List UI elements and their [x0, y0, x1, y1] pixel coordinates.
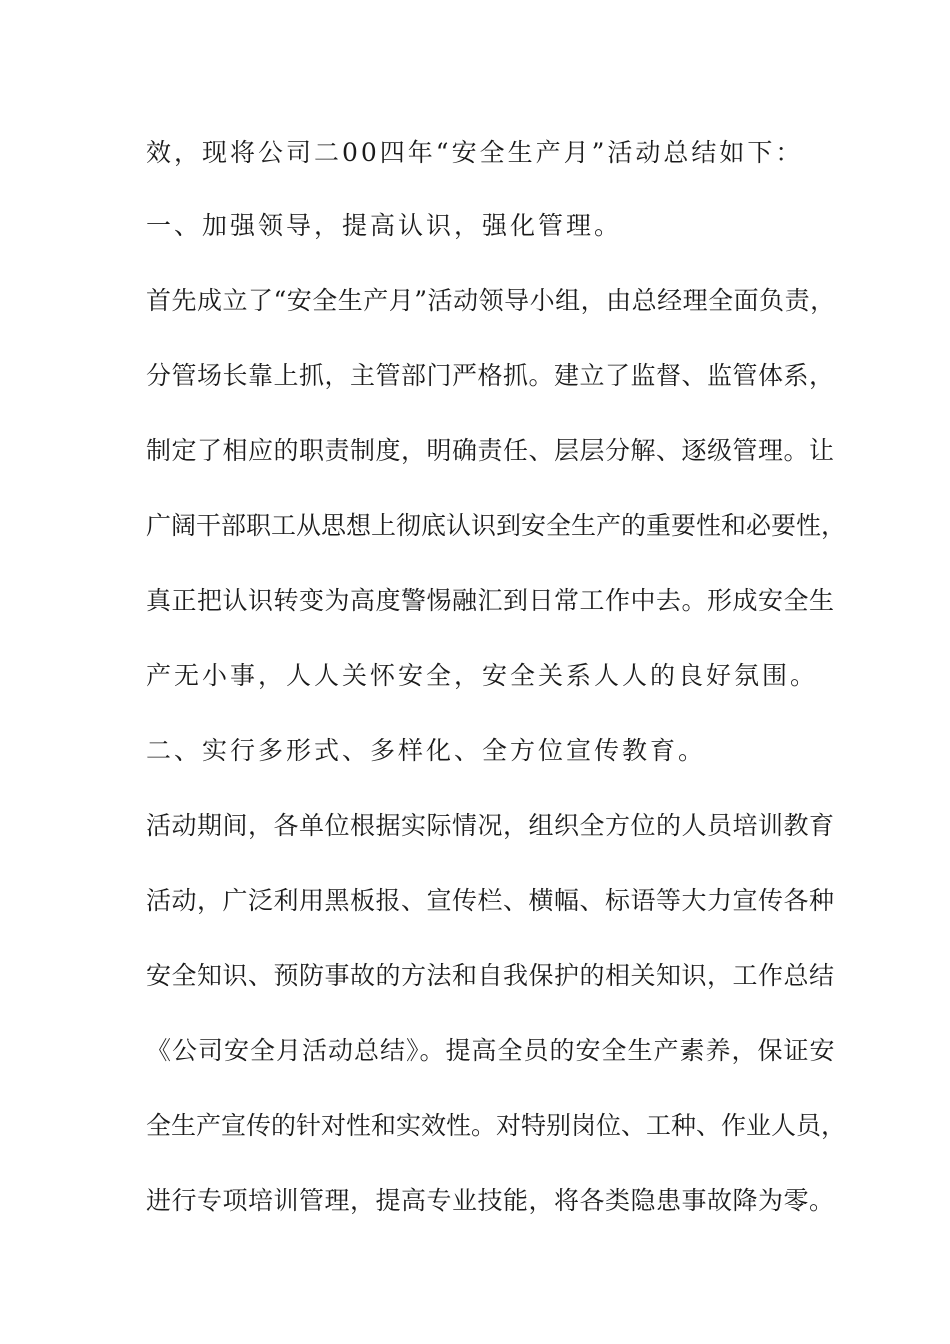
- text-line-10: 活动期间，各单位根据实际情况，组织全方位的人员培训教育: [146, 811, 835, 840]
- text-line-15: 进行专项培训管理，提高专业技能，将各类隐患事故降为零。: [146, 1186, 835, 1215]
- text-line-7: 真正把认识转变为高度警惕融汇到日常工作中去。形成安全生: [146, 586, 835, 615]
- text-line-13: 《公司安全月活动总结》。提高全员的安全生产素养，保证安: [146, 1036, 836, 1065]
- text-line-12: 安全知识、预防事故的方法和自我保护的相关知识，工作总结: [146, 961, 835, 990]
- section-heading-1: 一、加强领导，提高认识，强化管理。: [146, 211, 623, 240]
- text-line-14: 全生产宣传的针对性和实效性。对特别岗位、工种、作业人员，: [146, 1111, 847, 1140]
- text-line-4: 分管场长靠上抓，主管部门严格抓。建立了监督、监管体系，: [146, 361, 835, 390]
- text-line-6: 广阔干部职工从思想上彻底认识到安全生产的重要性和必要性，: [146, 511, 847, 540]
- text-line-1: 效，现将公司二00四年“安全生产月”活动总结如下：: [146, 138, 804, 167]
- text-line-11: 活动，广泛利用黑板报、宣传栏、横幅、标语等大力宣传各种: [146, 886, 835, 915]
- text-line-8: 产无小事，人人关怀安全，安全关系人人的良好氛围。: [146, 661, 819, 690]
- text-line-3: 首先成立了“安全生产月”活动领导小组，由总经理全面负责，: [146, 286, 836, 315]
- text-line-5: 制定了相应的职责制度，明确责任、层层分解、逐级管理。让: [146, 436, 835, 465]
- section-heading-2: 二、实行多形式、多样化、全方位宣传教育。: [146, 736, 707, 765]
